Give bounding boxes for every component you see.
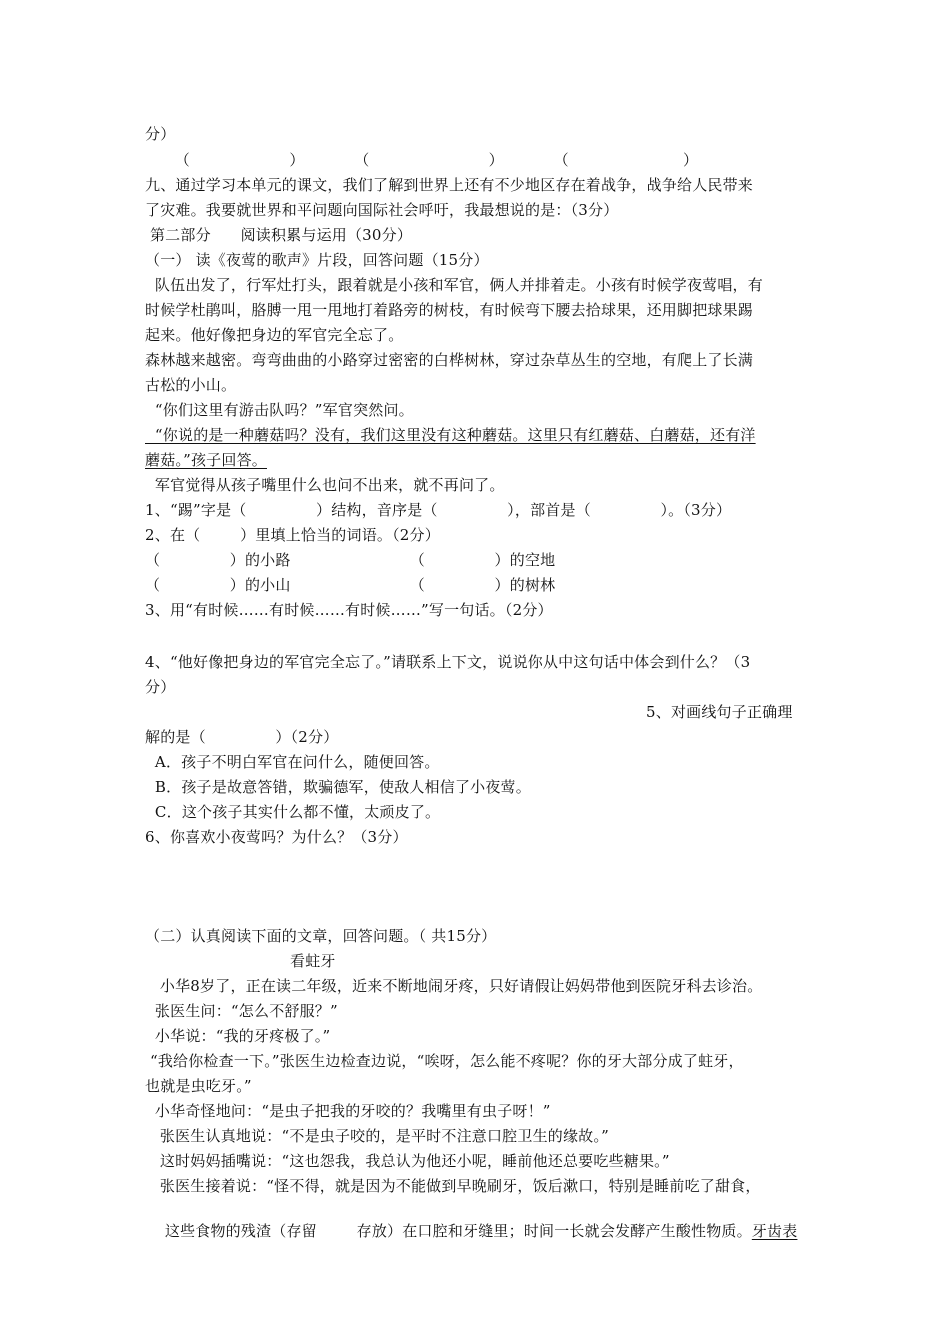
fill-blank-row: （ ）的小山 （ ）的树林 bbox=[145, 576, 556, 594]
option-b: B．孩子是故意答错，欺骗德军，使敌人相信了小夜莺。 bbox=[145, 778, 531, 796]
passage-line: 起来。他好像把身边的军官完全忘了。 bbox=[145, 326, 404, 344]
passage-line: “你们这里有游击队吗？”军官突然问。 bbox=[145, 401, 414, 419]
underlined-text: 牙齿表 bbox=[751, 1222, 798, 1240]
article-line: 张医生认真地说：“不是虫子咬的，是平时不注意口腔卫生的缘故。” bbox=[145, 1127, 609, 1145]
article-line: 这时妈妈插嘴说：“这也怨我，我总认为他还小呢，睡前他还总要吃些糖果。” bbox=[145, 1152, 670, 1170]
article-line: 张医生问：“怎么不舒服？” bbox=[145, 1002, 338, 1020]
article-line bbox=[145, 1201, 797, 1261]
article-line: “我给你检查一下。”张医生边检查边说，“唉呀，怎么能不疼呢？你的牙大部分成了蛀牙， bbox=[145, 1052, 744, 1070]
passage-line: 森林越来越密。弯弯曲曲的小路穿过密密的白桦树林，穿过杂草丛生的空地，有爬上了长满 bbox=[145, 351, 754, 369]
text-line: 了灾难。我要就世界和平问题向国际社会呼吁，我最想说的是：（3分） bbox=[145, 201, 619, 219]
underlined-sentence: 蘑菇。”孩子回答。 bbox=[145, 451, 267, 469]
question-9: 九、通过学习本单元的课文，我们了解到世界上还有不少地区存在着战争，战争给人民带来 bbox=[145, 176, 754, 194]
article-line: 小华奇怪地问：“是虫子把我的牙咬的？我嘴里有虫子呀！” bbox=[145, 1102, 551, 1120]
question-2: 2、在（ ）里填上恰当的词语。（2分） bbox=[145, 526, 440, 544]
option-a: A．孩子不明白军官在问什么，随便回答。 bbox=[145, 753, 440, 771]
subsection-heading: （二）认真阅读下面的文章，回答问题。（ 共15分） bbox=[145, 927, 497, 945]
text-line: 分） bbox=[145, 678, 176, 696]
section-heading: 第二部分 阅读积累与运用（30分） bbox=[145, 226, 413, 244]
passage-line: 古松的小山。 bbox=[145, 376, 237, 394]
question-4: 4、“他好像把身边的军官完全忘了。”请联系上下文，说说你从中这句话中体会到什么？（3 bbox=[145, 653, 751, 671]
question-1: 1、“踢”字是（ ）结构，音序是（ ），部首是（ ）。（3分） bbox=[145, 501, 732, 519]
fill-blank-row: （ ）的小路 （ ）的空地 bbox=[145, 551, 556, 569]
passage-line: 队伍出发了，行军灶打头，跟着就是小孩和军官，俩人并排着走。小孩有时候学夜莺唱，有 bbox=[145, 276, 763, 294]
article-text: 这些食物的残渣（存留 存放）在口腔和牙缝里；时间一长就会发酵产生酸性物质。 bbox=[164, 1222, 752, 1240]
question-6: 6、你喜欢小夜莺吗？为什么？（3分） bbox=[145, 828, 408, 846]
question-5: 5、对画线句子正确理 bbox=[646, 703, 793, 721]
article-title: 看蛀牙 bbox=[290, 952, 336, 970]
text-line: 分） bbox=[145, 125, 176, 143]
question-3: 3、用“有时候……有时候……有时候……”写一句话。（2分） bbox=[145, 601, 553, 619]
article-line: 也就是虫吃牙。” bbox=[145, 1077, 252, 1095]
answer-blanks-line: （ ） （ ） （ ） bbox=[145, 151, 699, 169]
underlined-sentence: “你说的是一种蘑菇吗？没有，我们这里没有这种蘑菇。这里只有红蘑菇、白蘑菇，还有洋 bbox=[145, 426, 756, 444]
passage-line: 军官觉得从孩子嘴里什么也问不出来，就不再问了。 bbox=[145, 476, 505, 494]
article-line: 小华说：“我的牙疼极了。” bbox=[145, 1027, 331, 1045]
option-c: C．这个孩子其实什么都不懂，太顽皮了。 bbox=[145, 803, 441, 821]
text-line: 解的是（ ）（2分） bbox=[145, 728, 339, 746]
article-line: 张医生接着说：“怪不得，就是因为不能做到早晚刷牙，饭后漱口，特别是睡前吃了甜食， bbox=[145, 1177, 761, 1195]
subsection-heading: （一） 读《夜莺的歌声》片段，回答问题（15分） bbox=[145, 251, 489, 269]
article-line: 小华8岁了，正在读二年级，近来不断地闹牙疼，只好请假让妈妈带他到医院牙科去诊治。 bbox=[145, 977, 763, 995]
passage-line: 时候学杜鹃叫，胳膊一甩一甩地打着路旁的树枝，有时候弯下腰去拾球果，还用脚把球果踢 bbox=[145, 301, 754, 319]
